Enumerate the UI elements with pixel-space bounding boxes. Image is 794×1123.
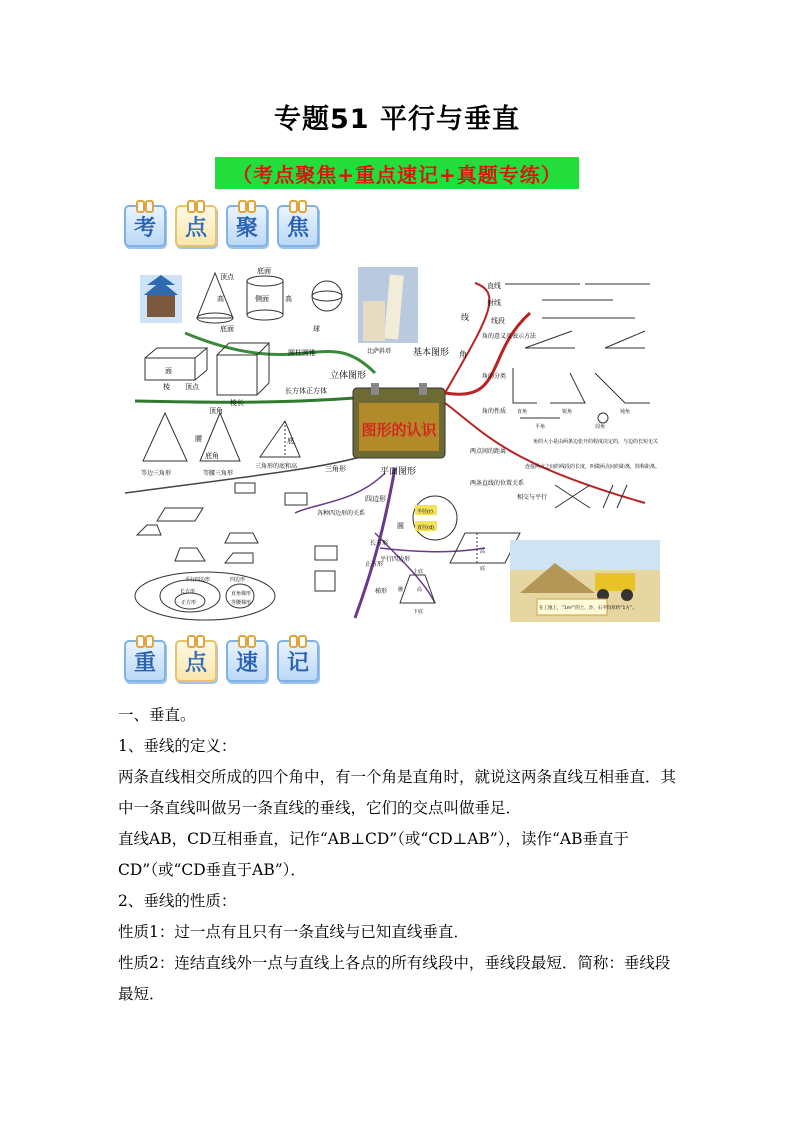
svg-text:上底: 上底	[413, 569, 424, 575]
svg-text:比萨斜塔: 比萨斜塔	[367, 348, 392, 355]
basic-node: 基本图形	[413, 348, 450, 358]
property-1: 性质1：过一点有且只有一条直线与已知直线垂直．	[118, 923, 469, 941]
svg-text:长方形: 长方形	[180, 589, 196, 595]
svg-text:半径(r): 半径(r)	[417, 509, 433, 515]
notes-content	[118, 700, 678, 1010]
tag-char: 聚	[226, 205, 268, 247]
tag-char: 点	[175, 640, 217, 682]
solid-node: 立体图形	[330, 371, 367, 381]
tag-char: 速	[226, 640, 268, 682]
svg-text:等腰梯形: 等腰梯形	[231, 600, 252, 606]
svg-text:下底: 下底	[413, 609, 424, 615]
svg-text:棱长: 棱长	[230, 399, 244, 407]
page-title: 专题51 平行与垂直	[274, 104, 520, 135]
svg-text:相交与平行: 相交与平行	[517, 494, 548, 501]
tag-char: 考	[124, 205, 166, 247]
svg-text:正方形: 正方形	[365, 561, 384, 568]
svg-text:底: 底	[287, 437, 294, 445]
svg-text:角的性质: 角的性质	[482, 408, 507, 415]
center-node: 图形的认识	[361, 421, 437, 439]
svg-text:各种四边形的关系: 各种四边形的关系	[317, 510, 366, 517]
svg-text:侧面: 侧面	[255, 295, 269, 303]
svg-text:角的大小是由两条边张开的程度决定的，与边的长短无关: 角的大小是由两条边张开的程度决定的，与边的长短无关	[533, 439, 659, 445]
svg-text:角的意义及表示方法: 角的意义及表示方法	[482, 333, 537, 340]
svg-text:线段: 线段	[491, 317, 505, 325]
cone-base-label: 底面	[220, 325, 234, 333]
svg-text:两点间的距离: 两点间的距离	[470, 448, 507, 455]
svg-text:在工地上，“1m²”的土，沙，石平均厚约“1方”。: 在工地上，“1m²”的土，沙，石平均厚约“1方”。	[539, 606, 637, 611]
svg-text:顶角: 顶角	[209, 407, 223, 415]
svg-text:底角: 底角	[205, 452, 219, 460]
svg-text:钝角: 钝角	[620, 409, 631, 415]
svg-text:面: 面	[165, 367, 172, 375]
svg-text:梯形: 梯形	[375, 588, 388, 595]
notation-paragraph: 直线AB，CD互相垂直，记作“AB⊥CD”（或“CD⊥AB”），读作“AB垂直于CD”（或“CD垂直于AB”）．	[118, 830, 629, 879]
svg-text:圆柱圆锥: 圆柱圆锥	[288, 349, 316, 357]
definition-paragraph: 两条直线相交所成的四个角中，有一个角是直角时，就说这两条直线互相垂直．其中一条直线叫做另一条直线的垂线，它们的交点叫做垂足．	[118, 768, 677, 817]
subtitle-text: （考点聚焦+重点速记+真题专练）	[232, 162, 562, 187]
svg-text:平行四边形: 平行四边形	[185, 577, 211, 583]
svg-text:腰: 腰	[398, 587, 404, 593]
mindmap-figure	[125, 263, 660, 625]
svg-text:球: 球	[313, 325, 320, 333]
heading-definition: 1、垂线的定义：	[118, 737, 237, 755]
tag-char: 焦	[277, 205, 319, 247]
svg-text:周角: 周角	[595, 424, 606, 430]
heading-properties: 2、垂线的性质：	[118, 892, 237, 910]
svg-text:等腰三角形: 等腰三角形	[203, 470, 234, 477]
svg-text:高: 高	[285, 295, 292, 303]
svg-text:直线: 直线	[487, 282, 501, 290]
svg-text:底: 底	[480, 566, 486, 572]
property-2: 性质2：连结直线外一点与直线上各点的所有线段中，垂线段最短．简称：垂线段最短．	[118, 954, 671, 1003]
svg-text:顶点: 顶点	[185, 383, 199, 391]
svg-text:角的分类: 角的分类	[482, 373, 507, 380]
plane-node: 平面图形	[380, 467, 417, 477]
svg-text:直径(d): 直径(d)	[417, 525, 435, 531]
svg-text:连接两点之间的线段的长度，叫做两点间的距离，简称距离。: 连接两点之间的线段的长度，叫做两点间的距离，简称距离。	[525, 464, 660, 470]
section-tag-kaodian	[124, 205, 319, 247]
tag-char: 重	[124, 640, 166, 682]
svg-text:三角形的底和高: 三角形的底和高	[255, 463, 298, 470]
cone-apex-label: 顶点	[220, 273, 234, 281]
svg-text:锐角: 锐角	[562, 409, 573, 415]
svg-text:三角形: 三角形	[325, 465, 346, 473]
svg-text:四边形: 四边形	[230, 577, 246, 583]
heading-perpendicular: 一、垂直。	[118, 706, 196, 724]
svg-text:圆: 圆	[397, 522, 404, 530]
svg-text:四边形: 四边形	[365, 495, 386, 503]
svg-text:直角梯形: 直角梯形	[231, 591, 252, 597]
section-tag-zhongdian	[124, 640, 319, 682]
svg-text:平行四边形: 平行四边形	[380, 556, 411, 563]
svg-text:射线: 射线	[487, 299, 501, 307]
tag-char: 记	[277, 640, 319, 682]
svg-text:线: 线	[461, 313, 469, 322]
svg-text:长方体正方体: 长方体正方体	[285, 387, 327, 395]
svg-text:高: 高	[417, 587, 423, 593]
svg-text:平角: 平角	[535, 424, 546, 430]
svg-text:角: 角	[459, 350, 467, 359]
svg-text:棱: 棱	[163, 383, 170, 391]
svg-text:直角: 直角	[517, 409, 528, 415]
svg-text:两条直线的位置关系: 两条直线的位置关系	[470, 480, 525, 487]
svg-text:正方形: 正方形	[181, 600, 197, 606]
svg-text:长方形: 长方形	[370, 540, 389, 547]
subtitle-banner	[215, 157, 579, 189]
svg-text:腰: 腰	[195, 435, 202, 443]
svg-text:底面: 底面	[257, 267, 271, 275]
tag-char: 点	[175, 205, 217, 247]
svg-text:等边三角形: 等边三角形	[141, 470, 172, 477]
cone-height-label: 高	[217, 295, 224, 303]
svg-text:高: 高	[480, 549, 486, 555]
